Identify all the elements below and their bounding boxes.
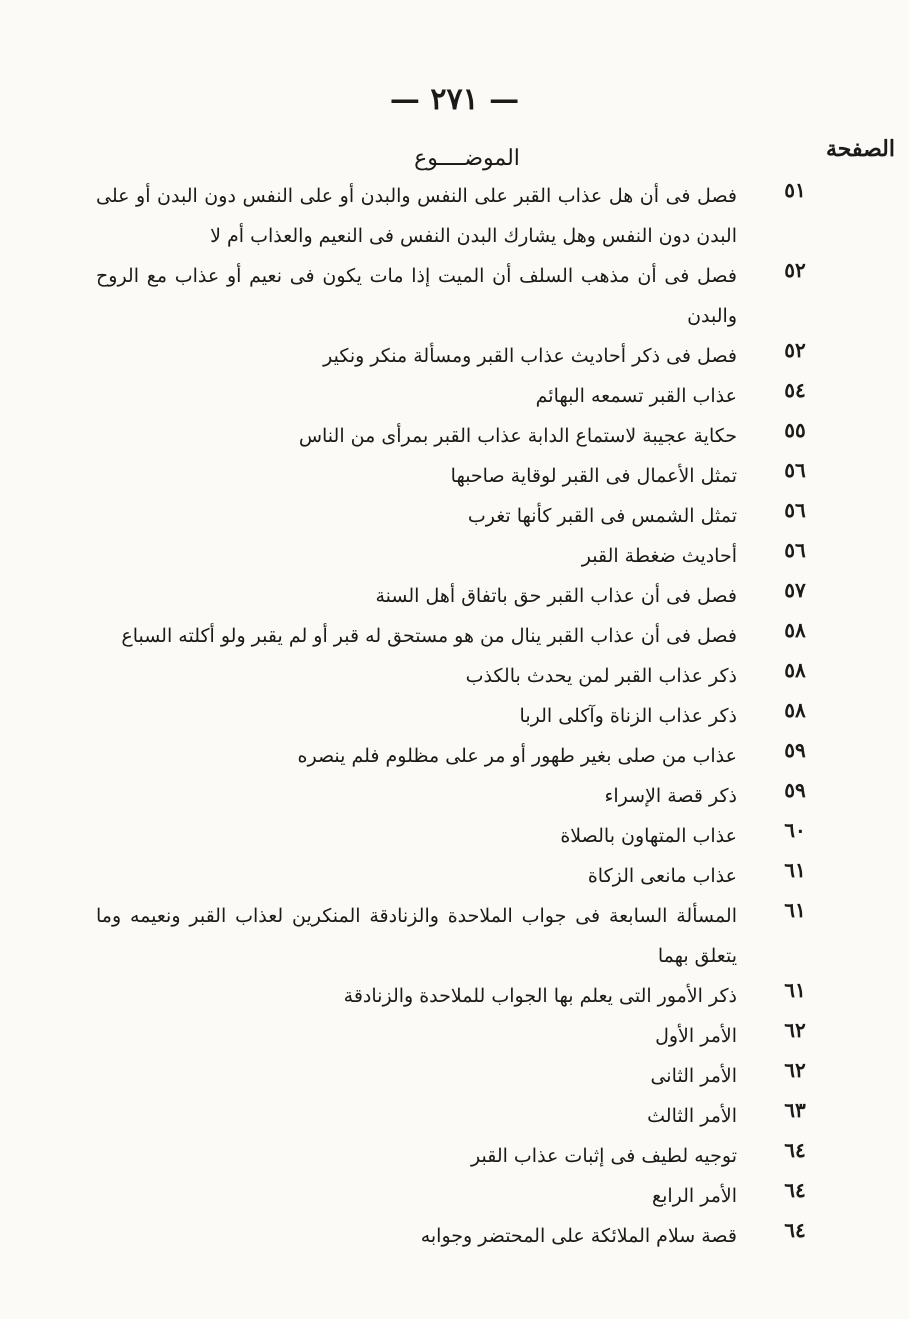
- toc-topic: عذاب مانعى الزكاة: [587, 865, 737, 887]
- toc-page-number: ٥٨: [784, 618, 806, 642]
- toc-entry: [0, 456, 909, 496]
- toc-topic: الأمر الأول: [655, 1025, 737, 1047]
- toc-page-number: ٦١: [784, 978, 806, 1002]
- toc-topic: عذاب القبر تسمعه البهائم: [535, 385, 737, 407]
- topic-column-header: الموضــــوع: [414, 146, 520, 171]
- toc-topic: عذاب من صلى بغير طهور أو مر على مظلوم فلم ينصره: [297, 745, 737, 767]
- toc-topic: المسألة السابعة فى جواب الملاحدة والزنادقة المنكرين لعذاب القبر ونعيمه وما يتعلق بهما: [96, 905, 737, 967]
- toc-entry: [0, 576, 909, 616]
- toc-entry: [0, 1176, 909, 1216]
- toc-topic: فصل فى أن هل عذاب القبر على النفس والبدن أو على النفس دون البدن أو على البدن دون النفس وهل يشارك البدن النفس فى النعيم والعذاب أم لا: [96, 185, 737, 247]
- toc-topic: الأمر الرابع: [651, 1185, 737, 1207]
- toc-topic: توجيه لطيف فى إثبات عذاب القبر: [470, 1145, 737, 1167]
- toc-entry: [0, 336, 909, 376]
- page-number: — ٢٧١ —: [389, 82, 520, 117]
- toc-page-number: ٦٤: [784, 1218, 806, 1242]
- toc-page-number: ٦٤: [784, 1178, 806, 1202]
- toc-page-number: ٥٢: [784, 258, 806, 282]
- toc-entry: [0, 1056, 909, 1096]
- toc-page-number: ٥٤: [784, 378, 806, 402]
- toc-entry: [0, 256, 909, 336]
- toc-topic: فصل فى أن مذهب السلف أن الميت إذا مات يكون فى نعيم أو عذاب مع الروح والبدن: [96, 265, 737, 327]
- toc-page-number: ٥٨: [784, 698, 806, 722]
- toc-topic: تمثل الشمس فى القبر كأنها تغرب: [467, 505, 737, 527]
- toc-entry: [0, 1016, 909, 1056]
- toc-page-number: ٦١: [784, 898, 806, 922]
- toc-entry: [0, 376, 909, 416]
- toc-topic: ذكر عذاب الزناة وآكلى الربا: [519, 705, 737, 727]
- toc-page-number: ٥٢: [784, 338, 806, 362]
- toc-entry: [0, 816, 909, 856]
- toc-entry: [0, 1216, 909, 1256]
- toc-topic: الأمر الثانى: [650, 1065, 737, 1087]
- toc-topic: تمثل الأعمال فى القبر لوقاية صاحبها: [450, 465, 737, 487]
- toc-topic: حكاية عجيبة لاستماع الدابة عذاب القبر بمرأى من الناس: [298, 425, 737, 447]
- toc-page-number: ٦٠: [784, 818, 806, 842]
- toc-entry: [0, 1136, 909, 1176]
- toc-page-number: ٥٩: [784, 738, 806, 762]
- toc-entry: [0, 176, 909, 256]
- toc-page-number: ٥٦: [784, 538, 806, 562]
- toc-topic: ذكر عذاب القبر لمن يحدث بالكذب: [465, 665, 737, 687]
- toc-page-number: ٥٥: [784, 418, 806, 442]
- toc-page-number: ٥٦: [784, 498, 806, 522]
- toc-entry: [0, 896, 909, 976]
- page-column-header: الصفحة: [825, 136, 895, 162]
- toc-entry: [0, 736, 909, 776]
- toc-entry: [0, 616, 909, 656]
- toc-page-number: ٦٤: [784, 1138, 806, 1162]
- toc-page-number: ٦١: [784, 858, 806, 882]
- toc-entry: [0, 416, 909, 456]
- toc-page-number: ٥٧: [784, 578, 806, 602]
- toc-entry: [0, 696, 909, 736]
- toc-entry: [0, 656, 909, 696]
- toc-page-number: ٥٨: [784, 658, 806, 682]
- toc-page-number: ٥٩: [784, 778, 806, 802]
- toc-topic: ذكر قصة الإسراء: [604, 785, 737, 807]
- table-of-contents: [0, 176, 909, 1256]
- toc-page-number: ٥٦: [784, 458, 806, 482]
- toc-page-number: ٦٢: [784, 1058, 806, 1082]
- toc-topic: عذاب المتهاون بالصلاة: [560, 825, 737, 847]
- toc-entry: [0, 1096, 909, 1136]
- toc-topic: فصل فى ذكر أحاديث عذاب القبر ومسألة منكر ونكير: [323, 345, 737, 367]
- toc-topic: فصل فى أن عذاب القبر حق باتفاق أهل السنة: [375, 585, 737, 607]
- toc-topic: الأمر الثالث: [647, 1105, 737, 1127]
- toc-page-number: ٦٢: [784, 1018, 806, 1042]
- toc-topic: ذكر الأمور التى يعلم بها الجواب للملاحدة والزنادقة: [343, 985, 737, 1007]
- toc-entry: [0, 976, 909, 1016]
- toc-page-number: ٦٣: [784, 1098, 806, 1122]
- toc-entry: [0, 776, 909, 816]
- toc-page-number: ٥١: [784, 178, 806, 202]
- toc-entry: [0, 856, 909, 896]
- toc-entry: [0, 496, 909, 536]
- toc-topic: أحاديث ضغطة القبر: [581, 545, 737, 567]
- toc-topic: فصل فى أن عذاب القبر ينال من هو مستحق له قبر أو لم يقبر ولو أكلته السباع: [121, 625, 737, 647]
- toc-topic: قصة سلام الملائكة على المحتضر وجوابه: [420, 1225, 737, 1247]
- toc-entry: [0, 536, 909, 576]
